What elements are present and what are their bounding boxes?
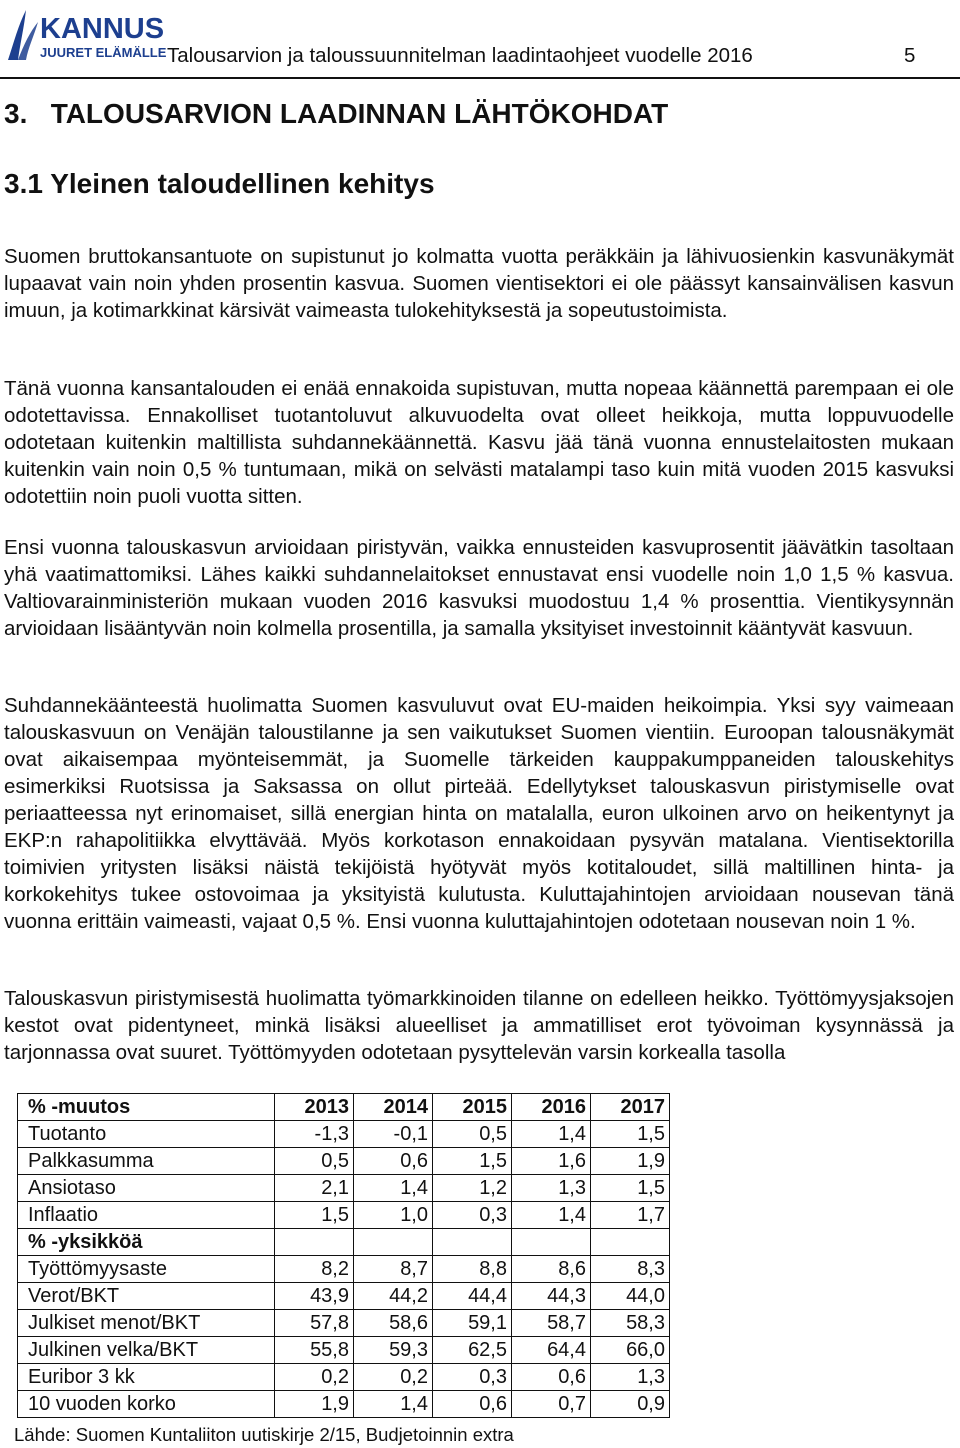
table-cell xyxy=(275,1229,354,1256)
table-cell: 1,4 xyxy=(354,1175,433,1202)
table-cell: 8,2 xyxy=(275,1256,354,1283)
table-header-cell: % -muutos xyxy=(18,1094,275,1121)
row-label: Palkkasumma xyxy=(18,1148,275,1175)
table-cell: 1,9 xyxy=(591,1148,670,1175)
page-number: 5 xyxy=(904,44,916,67)
table-row xyxy=(18,1391,670,1418)
table-cell: 0,3 xyxy=(433,1364,512,1391)
table-cell: 0,2 xyxy=(275,1364,354,1391)
table-cell xyxy=(591,1229,670,1256)
table-row xyxy=(18,1256,670,1283)
table-cell: 57,8 xyxy=(275,1310,354,1337)
table-cell: 0,6 xyxy=(354,1148,433,1175)
table-row xyxy=(18,1310,670,1337)
paragraph-5: Talouskasvun piristymisestä huolimatta työmarkkinoiden tilanne on edelleen heikko. Työttömyysjaksojen kestot ovat pidentyneet, minkä lisäksi alueelliset ja ammatilliset erot työvoiman kysynnässä ja tarjonnassa ovat suuret. Työttömyyden odotetaan pysyttelevän varsin korkealla tasolla xyxy=(4,987,954,1064)
table-cell: 8,7 xyxy=(354,1256,433,1283)
row-label: % -yksikköä xyxy=(18,1229,275,1256)
table-row xyxy=(18,1229,670,1256)
page-header xyxy=(0,0,960,80)
section-heading: 3. TALOUSARVION LAADINNAN LÄHTÖKOHDAT xyxy=(4,98,669,129)
table-cell: 64,4 xyxy=(512,1337,591,1364)
row-label: Ansiotaso xyxy=(18,1175,275,1202)
table-row xyxy=(18,1364,670,1391)
table-cell: 0,5 xyxy=(275,1148,354,1175)
table-cell: 1,5 xyxy=(591,1175,670,1202)
table-cell: 1,5 xyxy=(591,1121,670,1148)
paragraph-2: Tänä vuonna kansantalouden ei enää ennakoida supistuvan, mutta nopeaa käännettä parempaan ei ole odotettavissa. Ennakolliset tuotantoluvut alkuvuodelta ovat olleet heikkoja, mutta loppuvuodelle odotetaan kuitenkin maltillista suhdannekäännettä. Kasvu jää tänä vuonna ennustelaitosten mukaan kuitenkin vain noin 0,5 % tuntumaan, mikä on selvästi matalampi taso kuin mitä vuoden 2015 kasvuksi odotettiin noin puoli vuotta sitten. xyxy=(4,377,954,508)
table-cell: 0,6 xyxy=(433,1391,512,1418)
table-cell: -1,3 xyxy=(275,1121,354,1148)
forecast-table-container xyxy=(17,1093,670,1418)
paragraph-1: Suomen bruttokansantuote on supistunut jo kolmatta vuotta peräkkäin ja lähivuosienkin kasvunäkymät lupaavat vain noin yhden prosentin kasvua. Suomen vientisektori ei ole päässyt kansainvälisen kasvun imuun, ja kotimarkkinat kärsivät vaimeasta tulokehityksestä ja sopeutustoimista. xyxy=(4,245,954,322)
row-label: Inflaatio xyxy=(18,1202,275,1229)
table-cell: 1,5 xyxy=(433,1148,512,1175)
table-cell: 44,4 xyxy=(433,1283,512,1310)
logo-text-sub: JUURET ELÄMÄLLE xyxy=(40,45,167,60)
table-header-cell: 2013 xyxy=(275,1094,354,1121)
table-cell: 59,3 xyxy=(354,1337,433,1364)
table-source: Lähde: Suomen Kuntaliiton uutiskirje 2/15, Budjetoinnin extra xyxy=(14,1424,514,1445)
table-cell: 1,9 xyxy=(275,1391,354,1418)
table-row xyxy=(18,1283,670,1310)
table-body xyxy=(18,1121,670,1418)
table-cell: -0,1 xyxy=(354,1121,433,1148)
row-label: Tuotanto xyxy=(18,1121,275,1148)
table-cell: 1,5 xyxy=(275,1202,354,1229)
table-row xyxy=(18,1121,670,1148)
table-cell: 8,6 xyxy=(512,1256,591,1283)
paragraph-4: Suhdannekäänteestä huolimatta Suomen kasvuluvut ovat EU-maiden heikoimpia. Yksi syy vaimeaan talouskasvuun on Venäjän taloustilanne ja sen vaikutukset Suomen vientiin. Euroopan talousnäkymät ovat aikaisempaa myönteisemmät, ja Suomelle tärkeiden kauppakumppaneiden talouskehitys esimerkiksi Ruotsissa ja Saksassa on ollut pirteää. Edellytykset talouskasvun piristymiselle ovat periaatteessa nyt erinomaiset, sillä energian hinta on matalalla, euron ulkoinen arvo on heikentynyt ja EKP:n rahapolitiikka elvyttävää. Myös korkotason ennakoidaan pysyvän matalana. Vientisektorilla toimivien yritysten lisäksi näistä tekijöistä hyötyvät myös kotitaloudet, sillä maltillinen hinta- ja korkokehitys tukee ostovoimaa ja yksityistä kulutusta. Kuluttajahintojen arvioidaan nousevan tänä vuonna erittäin vaimeasti, vajaat 0,5 %. Ensi vuonna kuluttajahintojen odotetaan nousevan noin 1 %. xyxy=(4,694,954,933)
document-title: Talousarvion ja taloussuunnitelman laadintaohjeet vuodelle 2016 xyxy=(167,44,753,67)
table-cell: 66,0 xyxy=(591,1337,670,1364)
subsection-heading: 3.1 Yleinen taloudellinen kehitys xyxy=(4,168,435,199)
row-label: 10 vuoden korko xyxy=(18,1391,275,1418)
table-cell: 1,3 xyxy=(591,1364,670,1391)
table-header-cell: 2016 xyxy=(512,1094,591,1121)
table-cell: 44,3 xyxy=(512,1283,591,1310)
table-cell xyxy=(512,1229,591,1256)
table-row xyxy=(18,1175,670,1202)
table-row xyxy=(18,1202,670,1229)
row-label: Verot/BKT xyxy=(18,1283,275,1310)
table-cell xyxy=(433,1229,512,1256)
table-row xyxy=(18,1148,670,1175)
kannus-logo xyxy=(4,2,167,64)
table-cell: 58,7 xyxy=(512,1310,591,1337)
table-cell: 1,4 xyxy=(512,1202,591,1229)
table-cell: 0,3 xyxy=(433,1202,512,1229)
row-label: Työttömyysaste xyxy=(18,1256,275,1283)
table-cell: 44,0 xyxy=(591,1283,670,1310)
row-label: Julkiset menot/BKT xyxy=(18,1310,275,1337)
table-header-cell: 2015 xyxy=(433,1094,512,1121)
table-cell: 8,3 xyxy=(591,1256,670,1283)
table-cell: 59,1 xyxy=(433,1310,512,1337)
table-cell: 0,9 xyxy=(591,1391,670,1418)
forecast-table xyxy=(17,1093,670,1418)
table-cell: 0,5 xyxy=(433,1121,512,1148)
table-cell: 1,4 xyxy=(512,1121,591,1148)
table-cell: 44,2 xyxy=(354,1283,433,1310)
table-cell: 1,2 xyxy=(433,1175,512,1202)
table-cell: 55,8 xyxy=(275,1337,354,1364)
table-row xyxy=(18,1337,670,1364)
row-label: Euribor 3 kk xyxy=(18,1364,275,1391)
table-cell: 58,3 xyxy=(591,1310,670,1337)
table-cell: 1,3 xyxy=(512,1175,591,1202)
paragraph-3: Ensi vuonna talouskasvun arvioidaan piristyvän, vaikka ennusteiden kasvuprosentit jäävätkin tasoltaan yhä vaatimattomiksi. Lähes kaikki suhdannelaitokset ennustavat ensi vuodelle noin 1,0 1,5 % kasvua. Valtiovarainministeriön mukaan vuoden 2016 kasvuksi muodostuu 1,4 % prosenttia. Vientikysynnän arvioidaan lisääntyvän noin kolmella prosentilla, ja samalla yksityiset investoinnit kääntyvät kasvuun. xyxy=(4,536,954,640)
table-cell: 58,6 xyxy=(354,1310,433,1337)
table-cell: 1,4 xyxy=(354,1391,433,1418)
table-header-cell: 2014 xyxy=(354,1094,433,1121)
table-header-cell: 2017 xyxy=(591,1094,670,1121)
table-cell: 1,7 xyxy=(591,1202,670,1229)
table-cell: 62,5 xyxy=(433,1337,512,1364)
table-cell: 8,8 xyxy=(433,1256,512,1283)
row-label: Julkinen velka/BKT xyxy=(18,1337,275,1364)
table-cell: 1,0 xyxy=(354,1202,433,1229)
table-cell: 1,6 xyxy=(512,1148,591,1175)
table-cell: 0,6 xyxy=(512,1364,591,1391)
table-cell: 0,2 xyxy=(354,1364,433,1391)
header-rule xyxy=(0,77,960,79)
table-cell: 0,7 xyxy=(512,1391,591,1418)
table-header-row xyxy=(18,1094,670,1121)
logo-text-main: KANNUS xyxy=(40,13,165,45)
table-cell: 2,1 xyxy=(275,1175,354,1202)
table-cell xyxy=(354,1229,433,1256)
table-cell: 43,9 xyxy=(275,1283,354,1310)
